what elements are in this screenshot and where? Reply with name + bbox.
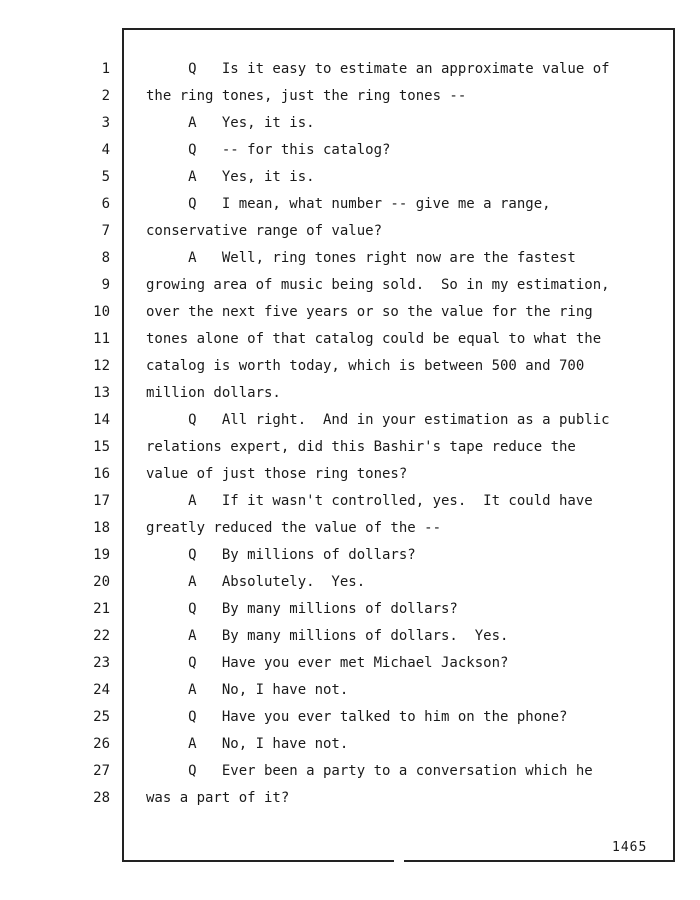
line-number: 15 (93, 439, 110, 455)
line-number: 8 (101, 250, 110, 266)
line-number: 14 (93, 412, 110, 428)
transcript-line: was a part of it? (146, 790, 290, 806)
line-number: 21 (93, 601, 110, 617)
line-number: 7 (101, 223, 110, 239)
transcript-line: Q -- for this catalog? (146, 142, 391, 158)
line-number: 20 (93, 574, 110, 590)
line-number: 2 (101, 88, 110, 104)
line-number: 22 (93, 628, 110, 644)
transcript-line: Q Ever been a party to a conversation which he (146, 763, 593, 779)
transcript-line: Q Is it easy to estimate an approximate value of (146, 61, 610, 77)
line-number: 17 (93, 493, 110, 509)
transcript-line: A No, I have not. (146, 736, 349, 752)
page-number: 1465 (612, 840, 648, 855)
line-number: 6 (101, 196, 110, 212)
line-number: 11 (93, 331, 110, 347)
transcript-line: relations expert, did this Bashir's tape reduce the (146, 439, 576, 455)
line-number: 1 (101, 61, 110, 77)
line-number: 13 (93, 385, 110, 401)
transcript-line: A Yes, it is. (146, 115, 315, 131)
line-number-column (70, 56, 110, 812)
transcript-line: Q Have you ever met Michael Jackson? (146, 655, 509, 671)
line-number: 16 (93, 466, 110, 482)
transcript-line: A No, I have not. (146, 682, 349, 698)
transcript-line: Q By millions of dollars? (146, 547, 416, 563)
line-number: 25 (93, 709, 110, 725)
transcript-line: tones alone of that catalog could be equal to what the (146, 331, 602, 347)
transcript-line: growing area of music being sold. So in my estimation, (146, 277, 610, 293)
transcript-line: value of just those ring tones? (146, 466, 408, 482)
transcript-line: the ring tones, just the ring tones -- (146, 88, 467, 104)
line-number: 5 (101, 169, 110, 185)
line-number: 23 (93, 655, 110, 671)
transcript-line: A Absolutely. Yes. (146, 574, 366, 590)
transcript-line: Q Have you ever talked to him on the phone? (146, 709, 568, 725)
line-number: 3 (101, 115, 110, 131)
line-number: 18 (93, 520, 110, 536)
transcript-line: A By many millions of dollars. Yes. (146, 628, 509, 644)
transcript-line: conservative range of value? (146, 223, 383, 239)
line-number: 9 (101, 277, 110, 293)
line-number: 24 (93, 682, 110, 698)
transcript-line: A Yes, it is. (146, 169, 315, 185)
transcript-body (146, 56, 656, 812)
transcript-line: greatly reduced the value of the -- (146, 520, 442, 536)
transcript-line: Q I mean, what number -- give me a range, (146, 196, 551, 212)
line-number: 26 (93, 736, 110, 752)
line-number: 19 (93, 547, 110, 563)
transcript-line: million dollars. (146, 385, 281, 401)
bottom-rule-left (122, 860, 394, 862)
line-number: 27 (93, 763, 110, 779)
line-number: 4 (101, 142, 110, 158)
bottom-rule-right (404, 860, 675, 862)
line-number: 28 (93, 790, 110, 806)
transcript-line: over the next five years or so the value for the ring (146, 304, 593, 320)
transcript-line: Q All right. And in your estimation as a public (146, 412, 610, 428)
transcript-line: Q By many millions of dollars? (146, 601, 458, 617)
line-number: 10 (93, 304, 110, 320)
transcript-line: A If it wasn't controlled, yes. It could have (146, 493, 593, 509)
line-number: 12 (93, 358, 110, 374)
transcript-line: catalog is worth today, which is between 500 and 700 (146, 358, 585, 374)
transcript-line: A Well, ring tones right now are the fastest (146, 250, 576, 266)
